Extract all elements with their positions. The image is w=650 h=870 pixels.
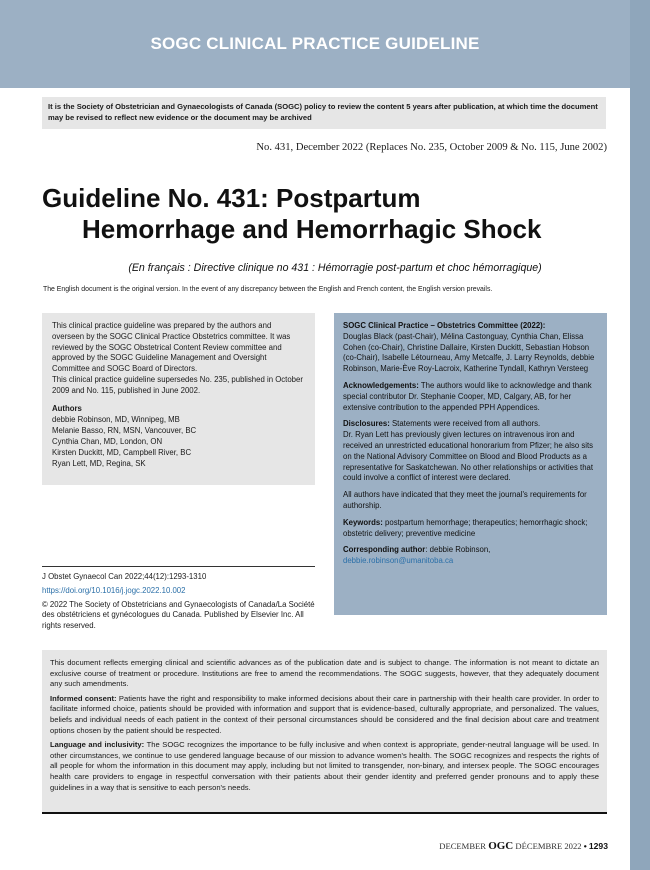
page-number: 1293 xyxy=(588,841,608,851)
informed-consent-section xyxy=(50,694,599,736)
author-item: Ryan Lett, MD, Regina, SK xyxy=(52,458,146,468)
disclosures-text: Statements were received from all authors. xyxy=(391,419,541,429)
acknowledgements-label: Acknowledgements: xyxy=(343,380,419,390)
corresponding-author-email[interactable]: debbie.robinson@umanitoba.ca xyxy=(343,556,454,566)
keywords-label: Keywords: xyxy=(343,517,383,527)
corresponding-author-label: Corresponding author xyxy=(343,545,426,555)
keywords-text: postpartum hemorrhage; therapeutics; hemorrhagic shock; obstetric delivery; preventive medicine xyxy=(343,517,588,538)
informed-consent-label: Informed consent: xyxy=(50,693,117,703)
disclosures-detail: Dr. Ryan Lett has previously given lectures on intravenous iron and received an unrestricted educational honorarium from Pfizer; he also sits on the National Advisory Committee on Blood and Blood Products as a representative for Saskatchewan. No other relationships or activities that could involve a conflict of interest were declared. xyxy=(343,430,594,483)
corresponding-author-section xyxy=(343,545,598,567)
page-footer xyxy=(439,840,608,852)
disclaimer-intro: This document reflects emerging clinical and scientific advances as of the publication date and is subject to change. The information is not meant to dictate an exclusive course of treatment or procedure. Institutions are free to amend the recommendations. The SOGC suggests, however, that they adequately document any such amendments. xyxy=(50,658,599,689)
header-banner xyxy=(0,0,630,88)
author-item: Cynthia Chan, MD, London, ON xyxy=(52,436,163,446)
title-line-2: Hemorrhage and Hemorrhagic Shock xyxy=(82,214,542,244)
title-line-1: Guideline No. 431: Postpartum xyxy=(42,183,421,213)
language-inclusivity-label: Language and inclusivity: xyxy=(50,740,145,750)
acknowledgements-text: The authors would like to acknowledge and thank special contributor Dr. Stephanie Cooper, MD, Calgary, AB, for her extensive contribution to the appended PPH Appendices. xyxy=(343,380,592,412)
french-title xyxy=(0,262,650,274)
committee-label: SOGC Clinical Practice – Obstetrics Committee (2022): xyxy=(343,321,546,330)
copyright-notice: © 2022 The Society of Obstetricians and Gynaecologists of Canada/La Société des obstétriciens et gynécologues du Canada. Published by Elsevier Inc. All rights reserved. xyxy=(42,599,315,631)
footer-month-en: DECEMBER xyxy=(439,841,487,851)
journal-citation: J Obstet Gynaecol Can 2022;44(12):1293-1310 xyxy=(42,572,207,581)
supersedes-text: This clinical practice guideline supersedes No. 235, published in October 2009 and No. 115, published in June 2002. xyxy=(52,374,303,395)
disclaimer-box xyxy=(42,650,607,814)
committee-box xyxy=(334,313,607,615)
keywords-section xyxy=(343,518,598,540)
authors-heading: Authors xyxy=(52,403,82,413)
corresponding-author-name: : debbie Robinson, xyxy=(425,545,491,555)
acknowledgements-section xyxy=(343,381,598,413)
author-item: Melanie Basso, RN, MSN, Vancouver, BC xyxy=(52,426,197,436)
disclosures-label: Disclosures: xyxy=(343,419,390,429)
english-version-note: The English document is the original version. In the event of any discrepancy between the English and French content, the English version prevails. xyxy=(43,286,493,293)
disclosures-section xyxy=(343,419,598,484)
footer-month-fr: DÉCEMBRE 2022 xyxy=(515,841,582,851)
doi-link[interactable]: https://doi.org/10.1016/j.jogc.2022.10.002 xyxy=(42,585,186,595)
journal-logo: OGC xyxy=(488,840,514,852)
language-inclusivity-text: The SOGC recognizes the importance to be fully inclusive and when context is appropriate, gender-neutral language will be used. In other circumstances, we continue to use gendered language because of our mission to advance women's health. The SOGC recognizes and respects the rights of all people for whom the information in this document may apply, including but not limited to transgender, non-binary, and intersex people. The SOGC encourages health care providers to engage in respectful conversation with their patients about their gender identity and preferred gender pronouns and to apply these guidelines in a way that is sensitive to each person's needs. xyxy=(50,740,599,792)
authorship-statement: All authors have indicated that they meet the journal's requirements for authorship. xyxy=(343,490,587,510)
banner-title: SOGC CLINICAL PRACTICE GUIDELINE xyxy=(150,34,480,53)
footer-bullet: • xyxy=(583,841,587,851)
side-color-strip xyxy=(630,0,650,870)
citation-block xyxy=(42,566,315,632)
author-item: Kirsten Duckitt, MD, Campbell River, BC xyxy=(52,447,192,457)
preparation-box xyxy=(42,313,315,485)
committee-members: Douglas Black (past-Chair), Mélina Castonguay, Cynthia Chan, Elissa Cohen (co-Chair), Christine Dallaire, Kirsten Duckitt, Sebastian Hobson (co-Chair), Isabelle Létourneau, Amy Metcalfe, J. Larry Reynolds, debbie Robinson, Marie-Ève Roy-Lacroix, Katherine Tyndall, Kathryn Versteeg xyxy=(343,331,595,374)
committee-section xyxy=(343,321,598,375)
review-policy-notice: It is the Society of Obstetrician and Gynaecologists of Canada (SOGC) policy to review the content 5 years after publication, at which time the document may be revised to reflect new evidence or the document may be archived xyxy=(42,97,606,129)
guideline-version: No. 431, December 2022 (Replaces No. 235, October 2009 & No. 115, June 2002) xyxy=(256,142,607,153)
language-inclusivity-section xyxy=(50,740,599,793)
author-item: debbie Robinson, MD, Winnipeg, MB xyxy=(52,415,180,425)
french-title-text: (En français : Directive clinique no 431 : Hémorragie post-partum et choc hémorragique) xyxy=(128,262,542,274)
guideline-title xyxy=(42,183,602,245)
preparation-text: This clinical practice guideline was prepared by the authors and overseen by the SOGC Clinical Practice Obstetrics committee. It was reviewed by the SOGC Obstetrical Content Review committee and approved by the SOGC Guideline Management and Oversight Committee and SOGC Board of Directors. xyxy=(52,321,291,374)
informed-consent-text: Patients have the right and responsibility to make informed decisions about their care in partnership with their health care provider. In order to facilitate informed choice, patients should be provided with information and support that is evidence-based, culturally appropriate, and personalized. The values, beliefs and individual needs of each patient in the context of their personal circumstances should be considered and the final decision about care and treatment options chosen by the patient should be respected. xyxy=(50,693,599,735)
